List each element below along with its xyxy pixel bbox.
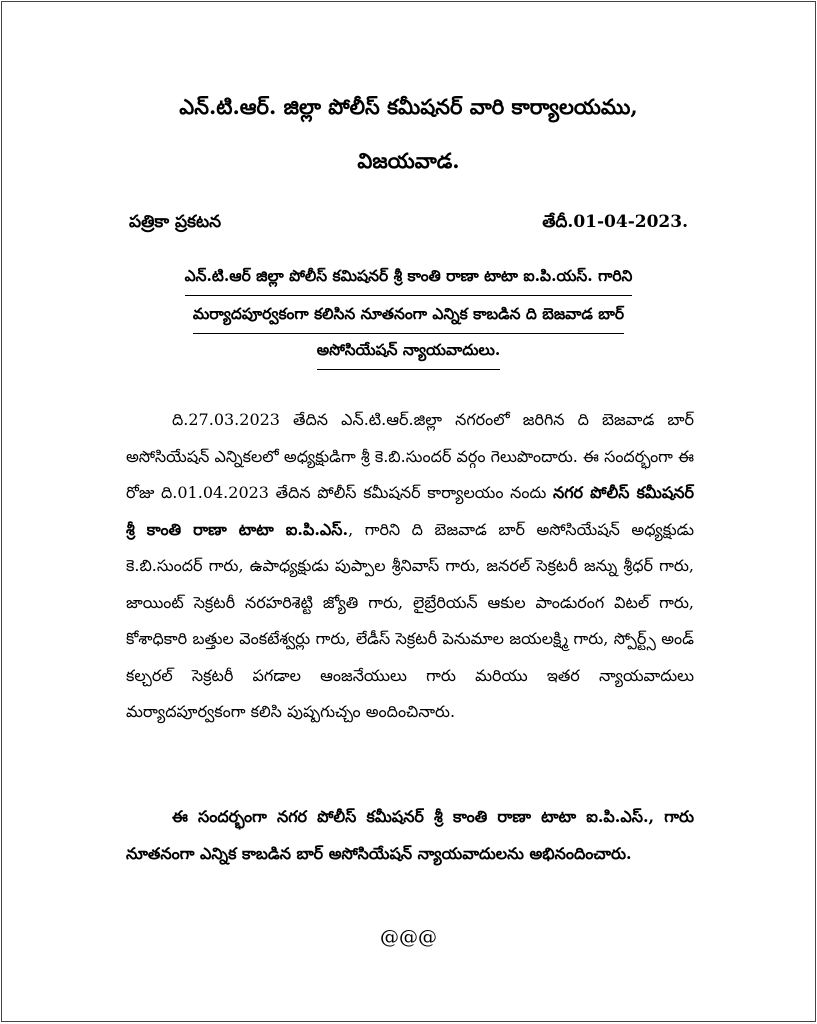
office-title: ఎన్.టి.ఆర్. జిల్లా పోలీస్ కమీషనర్ వారి కార్యాలయము, <box>179 94 638 119</box>
subject-line-3 <box>2 340 815 370</box>
press-release-label: పత్రికా ప్రకటన <box>129 212 222 232</box>
subject-line-1-text: ఎన్.టి.ఆర్ జిల్లా పోలీస్ కమిషనర్ శ్రీ కాంతి రాణా టాటా ఐ.పి.యస్. గారిని <box>185 266 633 296</box>
subject-line-2-text: మర్యాదపూర్వకంగా కలిసిన నూతనంగా ఎన్నిక కాబడిన ది బెజవాడ బార్ <box>193 304 624 334</box>
city-name: విజయవాడ. <box>357 148 460 173</box>
body-paragraph-1 <box>126 402 694 731</box>
subject-line-1 <box>2 266 815 296</box>
paragraph-1-text-end: , గారిని ది బెజవాడ బార్ అసోసియేషన్ అధ్యక్షుడు కె.బి.సుందర్ గారు, ఉపాధ్యక్షుడు పుప్పాల శ్రీనివాస్ గారు, జనరల్ సెక్రటరీ జన్ను శ్రీధర్ గారు, జాయింట్ సెక్రటరీ నరహరిశెట్టి జ్యోతి గారు, లైబ్రేరియన్ ఆకుల పాండురంగ విటల్ గారు, కోశాధికారి బత్తుల వెంకటేశ్వర్లు గారు, లేడీస్ సెక్రటరీ పెనుమాల జయలక్ష్మి గారు, స్పోర్ట్స్ అండ్ కల్చరల్ సెక్రటరీ పగడాల ఆంజనేయులు గారు మరియు ఇతర న్యాయవాదులు మర్యాదపూర్వకంగా కలిసి పుష్పగుచ్చం అందించినారు. <box>126 519 694 721</box>
subject-line-3-text: అసోసియేషన్ న్యాయవాదులు. <box>317 340 501 370</box>
body-paragraph-2: ఈ సందర్భంగా నగర పోలీస్ కమీషనర్ శ్రీ కాంతి రాణా టాటా ఐ.పి.ఎస్., గారు నూతనంగా ఎన్నిక కాబడిన బార్ అసోసియేషన్ న్యాయవాదులను అభినందించారు. <box>126 807 694 863</box>
release-date: తేదీ.01-04-2023. <box>542 212 688 232</box>
press-release-page <box>1 1 816 1022</box>
subject-line-2 <box>2 304 815 334</box>
paragraph-1-text-start: ది.27.03.2023 తేదిన ఎన్.టి.ఆర్.జిల్లా నగరంలో జరిగిన ది బెజవాడ బార్ అసోసియేషన్ ఎన్నికలలో అధ్యక్షుడిగా శ్రీ కె.బి.సుందర్ వర్గం గెలుపొందారు. ఈ సందర్భంగా ఈ రోజు ది.01.04.2023 తేదిన పోలీస్ కమీషనర్ కార్యాలయం నందు <box>126 410 694 502</box>
end-mark: @@@ <box>380 926 437 948</box>
commissioner-name-bold: నగర పోలీస్ కమీషనర్ శ్రీ కాంతి రాణా టాటా ఐ.పి.ఎస్. <box>126 483 694 539</box>
